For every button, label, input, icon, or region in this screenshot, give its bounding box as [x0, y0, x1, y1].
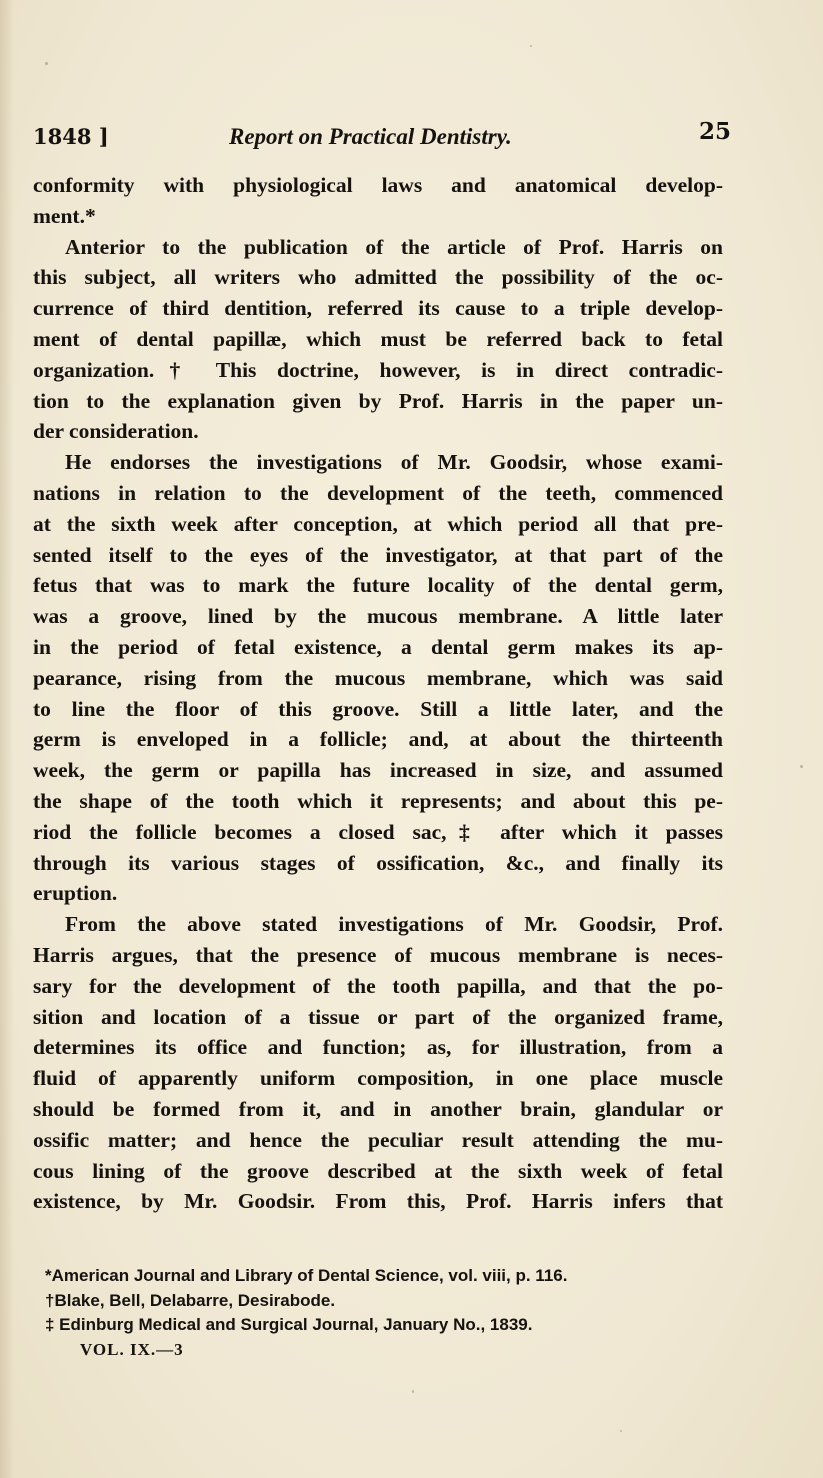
text-line: He endorses the investigations of Mr. Goodsir, whose exami-	[65, 450, 723, 475]
paper-speck	[800, 765, 803, 768]
text-line: to line the floor of this groove. Still a little later, and the	[33, 696, 723, 721]
footnote-2: †Blake, Bell, Delabarre, Desirabode.	[45, 1290, 336, 1310]
text-line: should be formed from it, and in another brain, glandular or	[33, 1096, 723, 1121]
text-line: tion to the explanation given by Prof. Harris in the paper un-	[33, 388, 723, 413]
text-line: Harris argues, that the presence of mucous membrane is neces-	[33, 942, 723, 967]
paper-speck	[620, 1430, 622, 1432]
text-line: fluid of apparently uniform composition, in one place muscle	[33, 1066, 723, 1091]
text-line: ossific matter; and hence the peculiar result attending the mu-	[33, 1127, 723, 1152]
text-line: cous lining of the groove described at the sixth week of fetal	[33, 1158, 723, 1183]
text-line: sary for the development of the tooth papilla, and that the po-	[33, 973, 723, 998]
text-line: pearance, rising from the mucous membrane, which was said	[33, 665, 723, 690]
text-line: sented itself to the eyes of the investigator, at that part of the	[33, 542, 723, 567]
text-line: Anterior to the publication of the article of Prof. Harris on	[65, 234, 723, 259]
text-line: nations in relation to the development of the teeth, commenced	[33, 480, 723, 505]
text-line: week, the germ or papilla has increased in size, and assumed	[33, 758, 723, 783]
text-line: eruption.	[33, 881, 118, 906]
text-line: fetus that was to mark the future locality of the dental germ,	[33, 573, 723, 598]
volume-signature: VOL. IX.—3	[80, 1340, 184, 1359]
text-line: was a groove, lined by the mucous membrane. A little later	[33, 604, 723, 629]
text-line: ment of dental papillæ, which must be referred back to fetal	[33, 326, 723, 351]
text-line: existence, by Mr. Goodsir. From this, Prof. Harris infers that	[33, 1189, 723, 1214]
text-line: organization.† This doctrine, however, is in direct contradic-	[33, 357, 723, 382]
header-year: 1848 ]	[33, 124, 109, 149]
text-line: sition and location of a tissue or part of the organized frame,	[33, 1004, 723, 1029]
footnote-3: ‡ Edinburg Medical and Surgical Journal, January No., 1839.	[45, 1315, 533, 1334]
text-line: riod the follicle becomes a closed sac,‡ after which it passes	[33, 819, 723, 844]
footnotes	[45, 1264, 665, 1338]
page-edge-shadow	[0, 0, 14, 1478]
text-line: From the above stated investigations of Mr. Goodsir, Prof.	[65, 912, 723, 937]
text-line: germ is enveloped in a follicle; and, at about the thirteenth	[33, 727, 723, 752]
text-line: through its various stages of ossification, &c., and finally its	[33, 850, 723, 875]
body-text	[33, 170, 723, 1217]
paper-speck	[530, 45, 532, 47]
text-line: currence of third dentition, referred its cause to a triple develop-	[33, 296, 723, 321]
footnote-1: *American Journal and Library of Dental Science, vol. viii, p. 116.	[45, 1266, 568, 1285]
text-line: determines its office and function; as, for illustration, from a	[33, 1035, 723, 1060]
text-line: this subject, all writers who admitted the possibility of the oc-	[33, 265, 723, 290]
text-line: at the sixth week after conception, at which period all that pre-	[33, 511, 723, 536]
text-line: the shape of the tooth which it represents; and about this pe-	[33, 788, 723, 813]
running-header	[33, 118, 731, 154]
text-line: ment.*	[33, 203, 96, 228]
paper-speck	[412, 1390, 414, 1393]
paper-speck	[45, 62, 48, 65]
text-line: conformity with physiological laws and anatomical develop-	[33, 173, 723, 197]
text-line: in the period of fetal existence, a dental germ makes its ap-	[33, 634, 723, 659]
header-title: Report on Practical Dentistry.	[229, 124, 512, 149]
page-number: 25	[698, 118, 731, 145]
text-line: der consideration.	[33, 419, 199, 444]
